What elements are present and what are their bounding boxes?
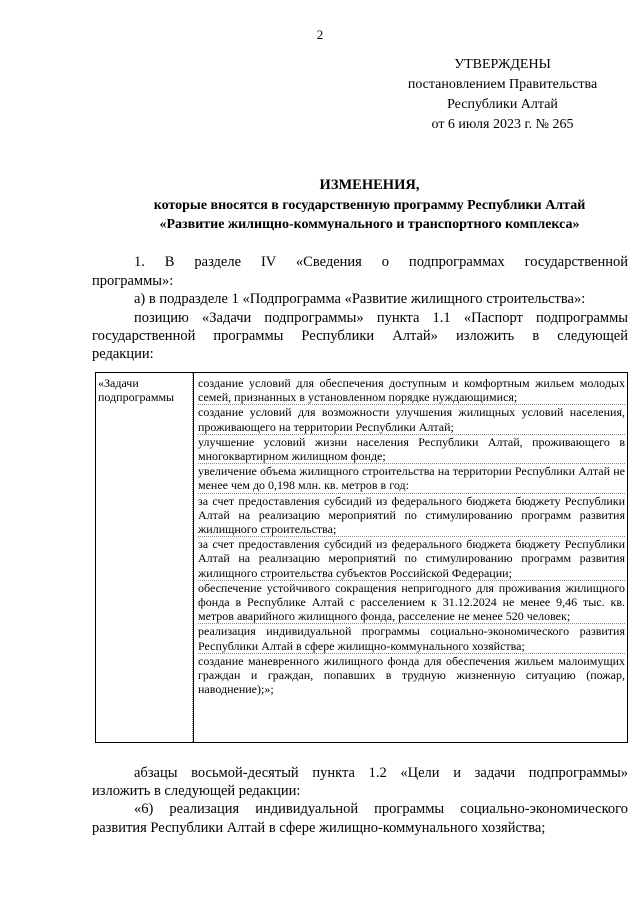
paragraph-1-line: 1. В разделе IV «Сведения о подпрограммах государственной	[134, 254, 628, 270]
paragraph-5-line: «6) реализация индивидуальной программы социально-экономического	[134, 801, 628, 817]
paragraph-3-line-3: редакции:	[92, 346, 154, 362]
paragraph-1	[92, 253, 628, 272]
table-task-item: за счет предоставления субсидий из федерального бюджета бюджету Республики Алтай на реализацию мероприятий по стимулированию программ развития жилищного строительства;	[198, 493, 625, 537]
page-number: 2	[316, 27, 324, 42]
paragraph-3-line-2: государственной программы Республики Алтай» изложить в следующей	[92, 328, 628, 344]
table-task-item: улучшение условий жизни населения Республики Алтай, проживающего в многоквартирном жилищном фонде;	[198, 434, 625, 464]
title-heading: ИЗМЕНЕНИЯ,	[319, 177, 420, 193]
table-task-item: увеличение объема жилищного строительства на территории Республики Алтай не менее чем до 0,198 млн. кв. метров в год:	[198, 464, 625, 493]
approval-date: от 6 июля 2023 г. № 265	[431, 117, 574, 132]
paragraph-5	[92, 800, 628, 819]
tasks-table	[95, 372, 628, 743]
table-task-item: создание маневренного жилищного фонда для обеспечения жильем малоимущих граждан и граждан, попавших в трудную жизненную ситуацию (пожар, наводнение);»;	[198, 653, 625, 697]
table-task-item: создание условий для возможности улучшения жилищных условий населения, проживающего на территории Республики Алтай;	[198, 405, 625, 434]
table-label-cell: «Задачи подпрограммы	[96, 373, 194, 742]
title-line: «Развитие жилищно-коммунального и транспортного комплекса»	[159, 217, 580, 232]
paragraph-4-line: абзацы восьмой-десятый пункта 1.2 «Цели и задачи подпрограммы»	[134, 765, 628, 781]
paragraph-4	[92, 764, 628, 783]
table-divider	[192, 373, 193, 742]
paragraph-5-line-2: развития Республики Алтай в сфере жилищно-коммунального хозяйства;	[92, 820, 546, 836]
approval-stamp	[395, 55, 610, 135]
approval-line: постановлением Правительства	[407, 77, 598, 92]
title-line: которые вносятся в государственную программу Республики Алтай	[153, 197, 586, 213]
paragraph-3-line: позицию «Задачи подпрограммы» пункта 1.1 «Паспорт подпрограммы	[134, 310, 628, 326]
table-task-item: за счет предоставления субсидий из федерального бюджета бюджету Республики Алтай на реализацию мероприятий по стимулированию программ развития жилищного строительства субъектов Российской Федерации;	[198, 537, 625, 580]
table-task-item: реализация индивидуальной программы социально-экономического развития Республики Алтай в сфере жилищно-коммунального хозяйства;	[198, 624, 625, 653]
document-title	[92, 176, 640, 235]
table-task-item: обеспечение устойчивого сокращения непригодного для проживания жилищного фонда в Республике Алтай с расселением к 31.12.2024 не менее 9,46 тыс. кв. метров аварийного жилищного фонда, расселение не менее 520 человек;	[198, 580, 625, 624]
paragraph-4-line-2: изложить в следующей редакции:	[92, 783, 301, 799]
approval-line: Республики Алтай	[447, 97, 558, 112]
approval-heading: УТВЕРЖДЕНЫ	[454, 57, 551, 72]
paragraph-2-text: а) в подразделе 1 «Подпрограмма «Развитие жилищного строительства»:	[134, 291, 586, 307]
paragraph-2	[92, 290, 628, 309]
paragraph-3	[92, 309, 628, 328]
table-task-item: создание условий для обеспечения доступным и комфортным жильем молодых семей, признанных в установленном порядке нуждающимися;	[198, 376, 625, 405]
table-content-cell	[195, 373, 627, 742]
paragraph-1-continuation: программы»:	[92, 273, 174, 289]
